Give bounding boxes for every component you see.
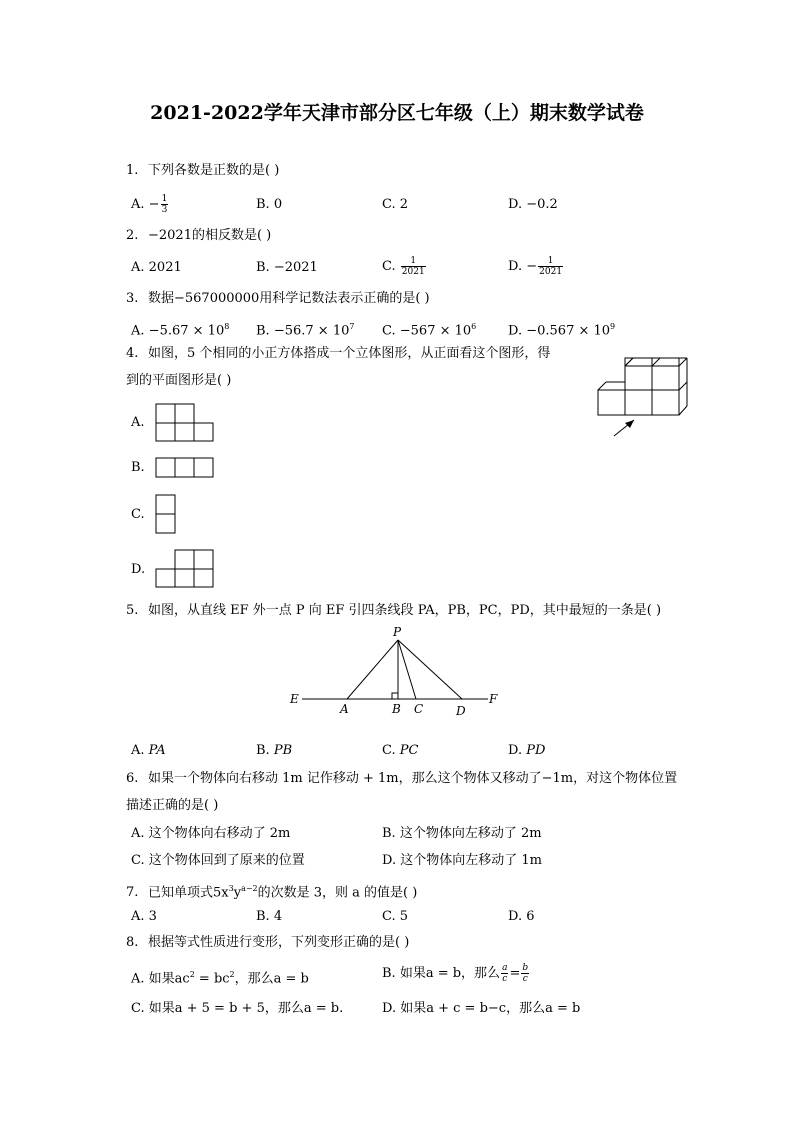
fraction: $\frac{1}{2021}$	[401, 256, 425, 277]
cube-stack-figure	[594, 354, 690, 440]
line-segments-figure	[288, 624, 508, 720]
question-4-line-2: 到的平面图形是( )	[126, 373, 232, 388]
question-6-line-2: 描述正确的是( )	[126, 798, 219, 813]
question-5	[126, 602, 661, 620]
option-c[interactable]: C. $-567 \times 10^6$	[382, 322, 477, 339]
question-number: 4.	[126, 346, 139, 361]
option-c[interactable]: C. $\frac{1}{2021}$	[382, 256, 425, 277]
page-title: 2021-2022学年天津市部分区七年级（上）期末数学试卷	[150, 102, 644, 124]
option-a-figure[interactable]	[155, 403, 217, 443]
question-2	[126, 227, 271, 245]
point-f: F	[489, 692, 498, 706]
question-stem: 数据−567000000用科学记数法表示正确的是( )	[148, 291, 430, 306]
option-b[interactable]: B. 0	[256, 197, 283, 212]
fraction: $\frac{b}{c}$	[522, 963, 529, 984]
option-d[interactable]: D. − $\frac{1}{2021}$	[508, 256, 563, 277]
option-c[interactable]: C. PC	[382, 743, 419, 758]
option-c[interactable]: C. 5	[382, 909, 409, 924]
question-7: 7. 已知单项式$5x^3y^{a-2}$的次数是 3，则 a 的值是( )	[126, 884, 418, 901]
segment-pd	[398, 640, 462, 699]
option-a[interactable]: A. − $\frac{1}{3}$	[131, 194, 168, 215]
question-number: 7.	[126, 885, 139, 901]
option-c[interactable]: C. 这个物体回到了原来的位置	[131, 853, 305, 868]
option-d[interactable]: D. $-0.567 \times 10^9$	[508, 322, 616, 339]
option-a[interactable]: A. $-5.67 \times 10^8$	[131, 322, 230, 339]
point-p: P	[393, 625, 402, 639]
question-3	[126, 290, 430, 308]
option-c[interactable]: C. 如果a + 5 = b + 5，那么a = b.	[131, 1001, 344, 1016]
point-b: B	[392, 702, 401, 716]
question-number: 1.	[126, 163, 139, 178]
option-b-figure[interactable]	[155, 457, 217, 479]
arrow-head-icon	[625, 420, 634, 428]
question-stem: 下列各数是正数的是( )	[148, 163, 280, 178]
question-4	[126, 345, 550, 363]
option-a[interactable]: A. 3	[131, 909, 157, 924]
question-stem: 如图，5 个相同的小正方体搭成一个立体图形，从正面看这个图形，得	[148, 346, 551, 361]
question-number: 2.	[126, 228, 139, 243]
question-stem: 如果一个物体向右移动 1m 记作移动 + 1m，那么这个物体又移动了−1m，对这个物体位置	[148, 771, 678, 786]
segment-pa	[347, 640, 398, 699]
point-e: E	[290, 692, 299, 706]
option-d[interactable]: D. PD	[508, 743, 546, 758]
option-a[interactable]: A. 如果$ac^2 = bc^2$，那么a = b	[131, 970, 309, 987]
question-stem: 如图，从直线 EF 外一点 P 向 EF 引四条线段 PA，PB，PC，PD，其中最短的一条是( )	[148, 603, 662, 618]
option-b[interactable]: B. 这个物体向左移动了 2m	[382, 826, 542, 841]
question-1	[126, 162, 279, 180]
option-d[interactable]: D. −0.2	[508, 197, 558, 212]
right-angle-mark	[392, 693, 398, 699]
option-a-label[interactable]: A.	[131, 415, 145, 430]
question-number: 6.	[126, 771, 139, 786]
option-d-label[interactable]: D.	[131, 562, 146, 577]
option-a[interactable]: A. PA	[131, 743, 166, 758]
question-stem: −2021的相反数是( )	[148, 228, 272, 243]
question-number: 3.	[126, 291, 139, 306]
option-b[interactable]: B. 4	[256, 909, 283, 924]
option-c[interactable]: C. 2	[382, 197, 409, 212]
question-8	[126, 934, 409, 952]
option-b-label[interactable]: B.	[131, 460, 145, 475]
point-a: A	[340, 702, 349, 716]
option-b[interactable]: B. $-56.7 \times 10^7$	[256, 322, 355, 339]
question-number: 5.	[126, 603, 139, 618]
question-6	[126, 770, 677, 788]
option-c-figure[interactable]	[155, 494, 177, 536]
option-a[interactable]: A. 2021	[131, 260, 182, 275]
option-d-figure[interactable]	[155, 549, 217, 589]
option-b[interactable]: B. −2021	[256, 260, 318, 275]
option-c-label[interactable]: C.	[131, 507, 145, 522]
option-b[interactable]: B. 如果a = b，那么 $\frac{a}{c}$ = $\frac{b}{c}$	[382, 963, 529, 984]
option-a[interactable]: A. 这个物体向右移动了 2m	[131, 826, 291, 841]
option-d[interactable]: D. 6	[508, 909, 535, 924]
point-d: D	[456, 704, 466, 718]
question-stem: 根据等式性质进行变形，下列变形正确的是( )	[148, 935, 410, 950]
fraction: $\frac{1}{2021}$	[539, 256, 563, 277]
point-c: C	[414, 702, 424, 716]
question-number: 8.	[126, 935, 139, 950]
option-d[interactable]: D. 这个物体向左移动了 1m	[382, 853, 542, 868]
fraction: $\frac{1}{3}$	[161, 194, 168, 215]
fraction: $\frac{a}{c}$	[502, 963, 508, 984]
option-d[interactable]: D. 如果a + c = b−c，那么a = b	[382, 1001, 581, 1016]
option-b[interactable]: B. PB	[256, 743, 293, 758]
